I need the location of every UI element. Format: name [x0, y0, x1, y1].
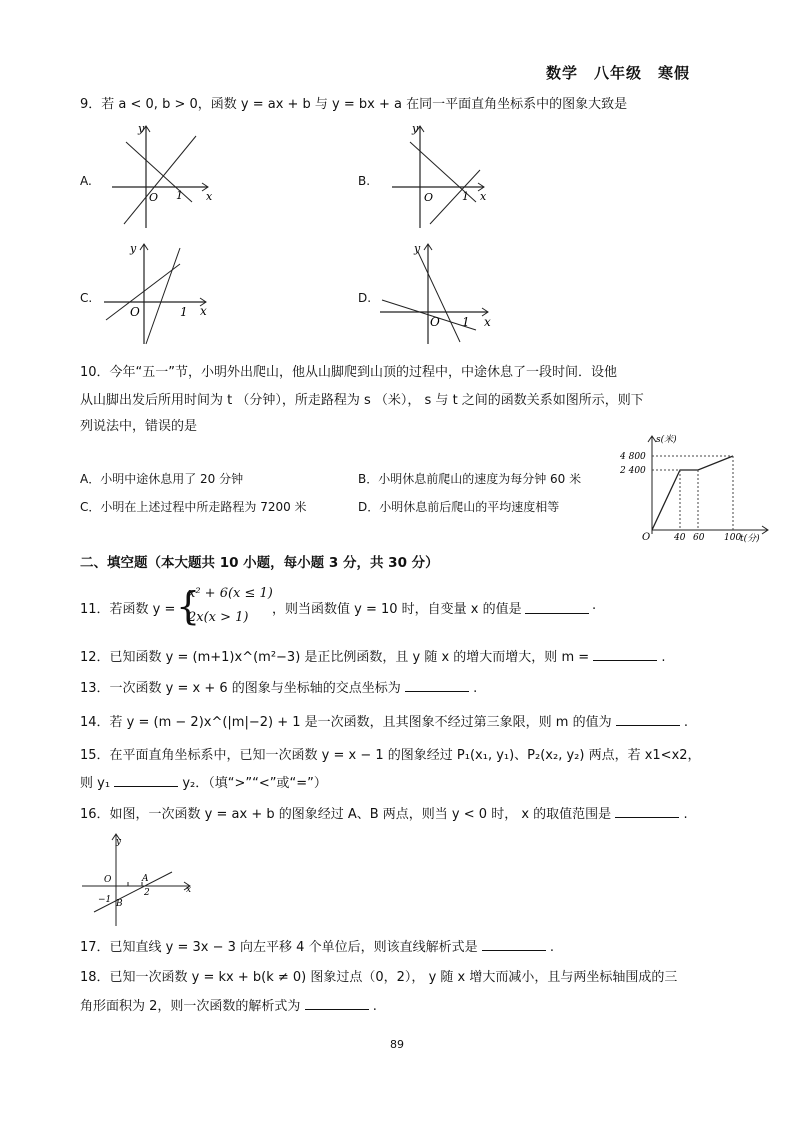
q12-end: . [661, 650, 666, 665]
q15-line2 [80, 773, 327, 795]
q15-line2-prefix: 则 y₁ [80, 776, 111, 791]
q16-tick-2: 2 [144, 888, 150, 898]
q11-answer-blank[interactable] [525, 600, 589, 614]
q16-y-label: y [116, 837, 122, 847]
q9c-one: 1 [180, 305, 188, 319]
q16-tick-neg1: −1 [98, 895, 112, 905]
q12-answer-blank[interactable] [593, 647, 657, 661]
q9d-y-label: y [414, 242, 421, 255]
q13-text: 13．一次函数 y = x + 6 的图象与坐标轴的交点坐标为 [80, 681, 401, 696]
q9b-x-label: x [480, 190, 487, 203]
q9d-x-label: x [484, 315, 491, 329]
q10-xtick-60: 60 [693, 533, 705, 543]
q17 [80, 937, 554, 959]
q10-xtick-40: 40 [674, 533, 686, 543]
q9-option-a-label[interactable]: A. [80, 174, 92, 188]
q16-answer-blank[interactable] [615, 804, 679, 818]
q16 [80, 804, 688, 826]
q12-text: 12．已知函数 y = (m+1)x^(m²−3) 是正比例函数，且 y 随 x 的增大而增大，则 m = [80, 650, 590, 665]
q9d-one: 1 [462, 315, 470, 329]
q9-graph-b [380, 120, 500, 230]
q17-text: 17．已知直线 y = 3x − 3 向左平移 4 个单位后，则该直线解析式是 [80, 940, 478, 955]
q18-line2 [80, 996, 377, 1018]
q9-graph-d [376, 238, 496, 348]
q14-answer-blank[interactable] [616, 712, 680, 726]
q10-graph [614, 430, 774, 548]
q14-end: . [683, 715, 688, 730]
q17-end: . [549, 940, 555, 955]
q9c-x-label: x [200, 304, 207, 318]
q9-stem: 9．若 a < 0, b > 0，函数 y = ax + b 与 y = bx + a 在同一平面直角坐标系中的图象大致是 [80, 97, 628, 112]
q14 [80, 712, 688, 734]
q10-y-label: s(米) [656, 435, 677, 445]
q10-option-b[interactable]: B．小明休息前爬山的速度为每分钟 60 米 [358, 472, 582, 486]
page-header: 数学 八年级 寒假 [545, 64, 690, 82]
section-fill-in-title: 二、填空题（本大题共 10 小题，每小题 3 分，共 30 分） [80, 555, 439, 571]
q10-line3: 列说法中，错误的是 [80, 419, 198, 434]
page-number: 89 [390, 1038, 404, 1051]
q10-ytick-2400: 2 400 [620, 466, 646, 476]
q9a-y-label: y [138, 122, 145, 135]
q18-answer-blank[interactable] [305, 996, 369, 1010]
q16-x-label: x [186, 885, 192, 895]
q10-option-d[interactable]: D．小明休息前后爬山的平均速度相等 [358, 500, 560, 514]
q11-suffix: ，则当函数值 y = 10 时，自变量 x 的值是 [272, 602, 522, 617]
q14-text: 14．若 y = (m − 2)x^(|m|−2) + 1 是一次函数，且其图象不经过第三象限，则 m 的值为 [80, 715, 612, 730]
q15-answer-blank[interactable] [114, 773, 178, 787]
q10-option-a[interactable]: A．小明中途休息用了 20 分钟 [80, 472, 244, 486]
q17-answer-blank[interactable] [482, 937, 546, 951]
q9-graph-c [100, 238, 220, 348]
q9-option-c-label[interactable]: C. [80, 291, 93, 305]
q9b-y-label: y [412, 122, 419, 135]
q9d-origin: O [430, 315, 440, 329]
q10-xtick-100: 100 [724, 533, 742, 543]
q16-point-b: B [116, 899, 123, 909]
q16-end: . [683, 807, 688, 822]
q13 [80, 678, 477, 700]
q9a-x-label: x [206, 190, 213, 203]
q10-line1: 10．今年“五一”节，小明外出爬山，他从山脚爬到山顶的过程中，中途休息了一段时间．设他 [80, 365, 618, 380]
q10-option-c[interactable]: C．小明在上述过程中所走路程为 7200 米 [80, 500, 307, 514]
q13-answer-blank[interactable] [405, 678, 469, 692]
q16-graph [80, 832, 200, 928]
q12 [80, 647, 666, 669]
q9a-one: 1 [176, 189, 183, 202]
q10-line2: 从山脚出发后所用时间为 t （分钟），所走路程为 s （米）， s 与 t 之间的函数关系如图所示，则下 [80, 393, 644, 408]
q9c-y-label: y [130, 242, 137, 255]
q9-option-d-label[interactable]: D. [358, 291, 372, 305]
q18-line2-text: 角形面积为 2，则一次函数的解析式为 [80, 999, 301, 1014]
q9a-origin: O [149, 191, 159, 204]
q10-ytick-4800: 4 800 [620, 452, 646, 462]
q10-origin: O [642, 532, 651, 543]
q9-graph-a [100, 120, 220, 230]
q9b-one: 1 [462, 190, 469, 203]
q11-prefix: 11．若函数 y = [80, 602, 176, 617]
q16-text: 16．如图，一次函数 y = ax + b 的图象经过 A、B 两点，则当 y < 0 时， x 的取值范围是 [80, 807, 612, 822]
q9-option-b-label[interactable]: B. [358, 174, 371, 188]
q18-end: . [372, 999, 377, 1014]
q15-line2-suffix: y₂．（填“>”“<”或“=”） [182, 776, 327, 791]
q16-point-a: A [142, 874, 149, 884]
q13-end: . [473, 681, 478, 696]
q15-line1: 15．在平面直角坐标系中，已知一次函数 y = x − 1 的图象经过 P₁(x₁, y₁)、P₂(x₂, y₂) 两点，若 x1<x2， [80, 748, 701, 763]
q16-origin: O [104, 875, 112, 885]
q11-brace: { [176, 584, 201, 628]
q11-case1: x² + 6(x ≤ 1) [188, 586, 273, 601]
q9c-origin: O [130, 305, 140, 319]
q9b-origin: O [424, 191, 434, 204]
q10-x-label: t(分) [740, 534, 760, 544]
q18-line1: 18．已知一次函数 y = kx + b(k ≠ 0) 图象过点（0，2）， y 随 x 增大而减小，且与两坐标轴围成的三 [80, 970, 678, 985]
q11-end: . [592, 598, 597, 613]
q11-case2: 2x(x > 1) [188, 610, 249, 625]
